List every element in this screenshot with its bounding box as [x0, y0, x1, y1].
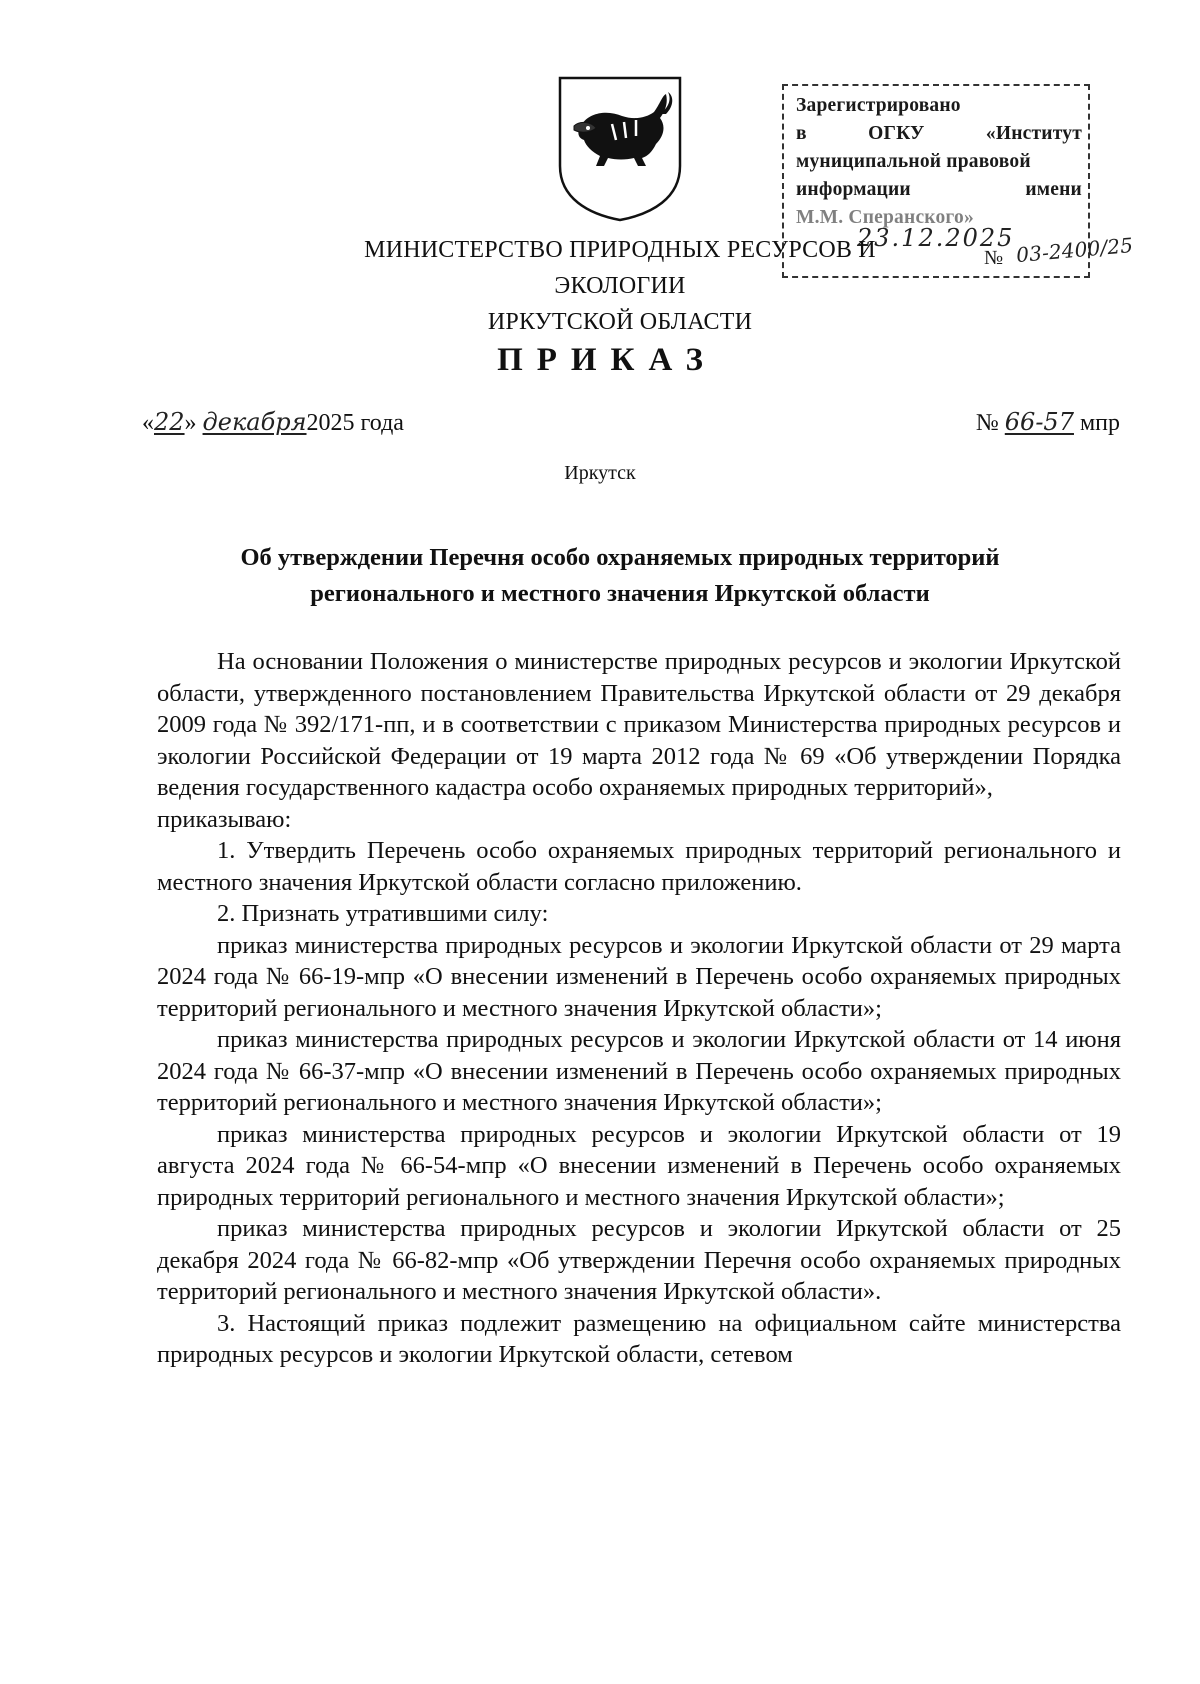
ministry-line: ИРКУТСКОЙ ОБЛАСТИ [487, 309, 753, 335]
stamp-word: «Институт [985, 123, 1082, 144]
stamp-handwritten-date: 23.12.2025 [857, 224, 1015, 252]
city: Иркутск [564, 462, 636, 484]
paragraph: приказываю: [157, 805, 292, 833]
paragraph: На основании Положения о министерстве природных ресурсов и экологии Иркутской области, утвержденного постановлением Правительства Иркутской области от 29 декабря 2009 года № 392/171-пп, и в соответствии с приказом Министерства природных ресурсов и экологии Российской Федерации от 19 марта 2012 года № 69 «Об утверждении Порядка ведения государственного кадастра особо охраняемых природных территорий», [157, 648, 1121, 801]
ministry-name [300, 232, 940, 340]
order-number [976, 408, 1120, 437]
date-close-quote: » [184, 410, 197, 436]
paragraph: приказ министерства природных ресурсов и экологии Иркутской области от 29 марта 2024 года № 66-19-мпр «О внесении изменений в Перечень особо охраняемых природных территорий регионального и местного значения Иркутской области»; [157, 931, 1121, 1022]
coat-of-arms-icon [556, 74, 684, 224]
stamp-line: М.М. Сперанского» [796, 207, 974, 228]
date-month: декабря [202, 408, 307, 436]
stamp-line [796, 120, 1082, 148]
stamp-handwritten-number: 03-2400/25 [1015, 232, 1135, 268]
date-year: 2025 года [306, 410, 404, 436]
ministry-line: МИНИСТЕРСТВО ПРИРОДНЫХ РЕСУРСОВ И ЭКОЛОГИИ [364, 237, 876, 299]
date-open-quote: « [142, 410, 154, 436]
paragraph: 3. Настоящий приказ подлежит размещению на официальном сайте министерства природных ресурсов и экологии Иркутской области, сетевом [157, 1309, 1121, 1368]
stamp-word: ОГКУ [868, 123, 925, 144]
stamp-word: в [796, 123, 807, 144]
number-suffix: мпр [1079, 410, 1120, 436]
date-day: 22 [154, 408, 185, 436]
paragraph: приказ министерства природных ресурсов и экологии Иркутской области от 14 июня 2024 года № 66-37-мпр «О внесении изменений в Перечень особо охраняемых природных территорий регионального и местного значения Иркутской области»; [157, 1026, 1121, 1116]
stamp-word: имени [1025, 179, 1082, 200]
paragraph: 1. Утвердить Перечень особо охраняемых природных территорий регионального и местного значения Иркутской области согласно приложению. [157, 837, 1121, 896]
subject-line: Об утверждении Перечня особо охраняемых природных территорий [240, 544, 1000, 571]
paragraph: приказ министерства природных ресурсов и экологии Иркутской области от 19 августа 2024 года № 66-54-мпр «О внесении изменений в Перечень особо охраняемых природных территорий регионального и местного значения Иркутской области»; [157, 1120, 1121, 1211]
number-value: 66-57 [1004, 408, 1074, 436]
stamp-word: информации [796, 179, 911, 200]
order-subject [200, 540, 1040, 612]
stamp-number-label: № [984, 247, 1004, 269]
order-date [142, 408, 404, 437]
paragraph: 2. Признать утратившими силу: [217, 900, 549, 927]
number-label: № [975, 410, 999, 436]
stamp-line [796, 176, 1082, 204]
document-type-title: ПРИКАЗ [497, 342, 717, 378]
paragraph: приказ министерства природных ресурсов и экологии Иркутской области от 25 декабря 2024 года № 66-82-мпр «Об утверждении Перечня особо охраняемых природных территорий регионального и местного значения Иркутской области». [157, 1215, 1121, 1305]
order-body [157, 646, 1121, 1371]
stamp-line: Зарегистрировано [796, 95, 961, 116]
subject-line: регионального и местного значения Иркутской области [310, 580, 930, 607]
stamp-line: муниципальной правовой [796, 151, 1031, 172]
